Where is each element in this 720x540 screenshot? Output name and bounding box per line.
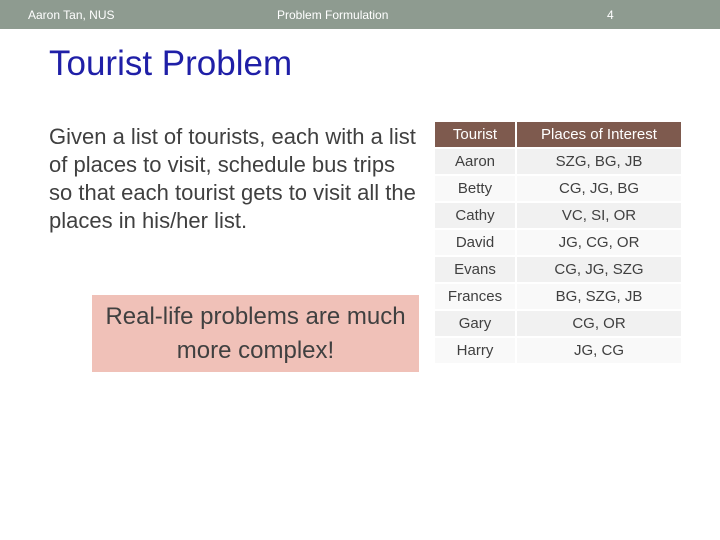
table-row (434, 337, 682, 364)
section-label: Problem Formulation (277, 8, 389, 22)
table-row (434, 256, 682, 283)
tourist-cell: Gary (434, 310, 516, 337)
places-cell: CG, JG, BG (516, 175, 682, 202)
places-cell: CG, JG, SZG (516, 256, 682, 283)
places-cell: JG, CG, OR (516, 229, 682, 256)
tourist-cell: Evans (434, 256, 516, 283)
table-row (434, 148, 682, 175)
page-number: 4 (607, 8, 614, 22)
callout-box (92, 295, 419, 372)
callout-text: Real-life problems are much more complex! (105, 302, 406, 364)
column-header-places: Places of Interest (516, 121, 682, 148)
places-cell: CG, OR (516, 310, 682, 337)
places-cell: VC, SI, OR (516, 202, 682, 229)
tourist-cell: Aaron (434, 148, 516, 175)
table-header-row (434, 121, 682, 148)
tourist-cell: Cathy (434, 202, 516, 229)
places-cell: SZG, BG, JB (516, 148, 682, 175)
body-text: Given a list of tourists, each with a list of places to visit, schedule bus trips so that each tourist gets to visit all the places in his/her list. (49, 124, 416, 233)
table-row (434, 229, 682, 256)
tourist-cell: Frances (434, 283, 516, 310)
tourist-cell: David (434, 229, 516, 256)
tourist-table (433, 120, 683, 365)
table-row (434, 310, 682, 337)
slide-title: Tourist Problem (49, 44, 293, 83)
tourist-cell: Betty (434, 175, 516, 202)
slide-header-bar (0, 0, 720, 29)
table-row (434, 202, 682, 229)
places-cell: BG, SZG, JB (516, 283, 682, 310)
column-header-tourist: Tourist (434, 121, 516, 148)
author-label: Aaron Tan, NUS (28, 8, 115, 22)
table-row (434, 283, 682, 310)
places-cell: JG, CG (516, 337, 682, 364)
tourist-cell: Harry (434, 337, 516, 364)
table-row (434, 175, 682, 202)
